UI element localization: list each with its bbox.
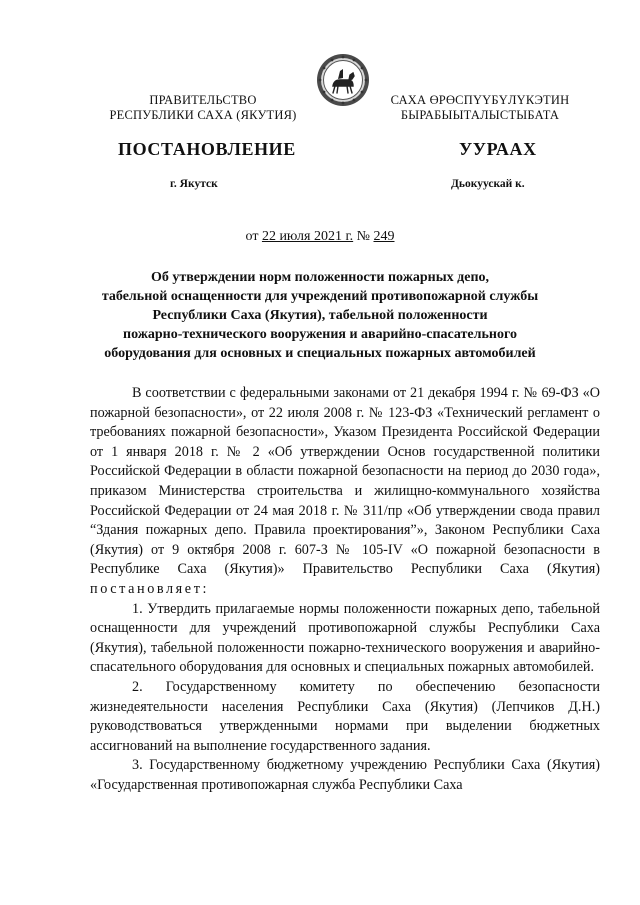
header-right bbox=[380, 93, 580, 123]
paragraph-1: 1. Утвердить прилагаемые нормы положенности пожарных депо, табельной оснащенности для учреждений противопожарной службы Республики Саха (Якутия), табельной положенности пожарно-технического вооружения и аварийно-спасательного оборудования для основных и специальных пожарных автомобилей. bbox=[90, 600, 600, 676]
subject-line: оборудования для основных и специальных пожарных автомобилей bbox=[104, 346, 536, 361]
city-sakha: Дьокуускай к. bbox=[451, 178, 525, 190]
document-body bbox=[90, 384, 600, 795]
header-right-line1: САХА ӨРӨСПҮҮБҮЛҮКЭТИН bbox=[390, 93, 570, 107]
title-sakha: УУРААХ bbox=[459, 139, 537, 159]
city-russian: г. Якутск bbox=[170, 178, 218, 190]
document-date-number bbox=[0, 229, 640, 245]
document-number: 249 bbox=[373, 229, 395, 244]
header-left-line1: ПРАВИТЕЛЬСТВО bbox=[149, 93, 257, 107]
preamble-paragraph bbox=[90, 384, 600, 600]
header-left-line2: РЕСПУБЛИКИ САХА (ЯКУТИЯ) bbox=[109, 108, 297, 122]
decree-colon: : bbox=[202, 580, 207, 597]
title-russian: ПОСТАНОВЛЕНИЕ bbox=[118, 139, 296, 159]
sakha-republic-coat-of-arms-icon bbox=[316, 53, 370, 107]
decree-word: постановляет bbox=[90, 580, 203, 597]
document-subject bbox=[90, 268, 550, 363]
preamble-text: В соответствии с федеральными законами от 21 декабря 1994 г. № 69-ФЗ «О пожарной безопасности», от 22 июля 2008 г. № 123-ФЗ «Технический регламент о требованиях пожарной безопасности», Указом Президента Российской Федерации от 1 января 2018 г. № 2 «Об утверждении Основ государственной политики Российской Федерации в области пожарной безопасности на период до 2030 года», приказом Министерства строительства и жилищно-коммунального хозяйства Российской Федерации от 24 мая 2018 г. № 311/пр «Об утверждении свода правил “Здания пожарных депо. Правила проектирования”», Законом Республики Саха (Якутия) от 9 октября 2008 г. 607-З № 105-IV «О пожарной безопасности в Республике Саха (Якутия)» Правительство Республики Саха (Якутия) bbox=[90, 385, 600, 578]
paragraph-3: 3. Государственному бюджетному учреждению Республики Саха (Якутия) «Государственная противопожарная служба Республики Саха bbox=[90, 757, 600, 793]
subject-line: табельной оснащенности для учреждений противопожарной службы bbox=[101, 289, 539, 304]
header-left bbox=[103, 93, 303, 123]
subject-line: пожарно-технического вооружения и аварийно-спасательного bbox=[123, 327, 517, 342]
date-prefix: от bbox=[245, 229, 262, 244]
subject-line: Об утверждении норм положенности пожарных депо, bbox=[150, 270, 490, 285]
header-right-line2: БЫРАБЫЫТАЛЫСТЫБАТА bbox=[400, 108, 560, 122]
paragraph-2: 2. Государственному комитету по обеспечению безопасности жизнедеятельности населения Республики Саха (Якутия) (Лепчиков Д.Н.) руководствоваться утвержденными нормами при выделении бюджетных ассигнований на выполнение государственного задания. bbox=[90, 678, 600, 754]
number-sign: № bbox=[353, 229, 374, 244]
subject-line: Республики Саха (Якутия), табельной положенности bbox=[152, 308, 488, 323]
document-date: 22 июля 2021 г. bbox=[261, 229, 354, 244]
